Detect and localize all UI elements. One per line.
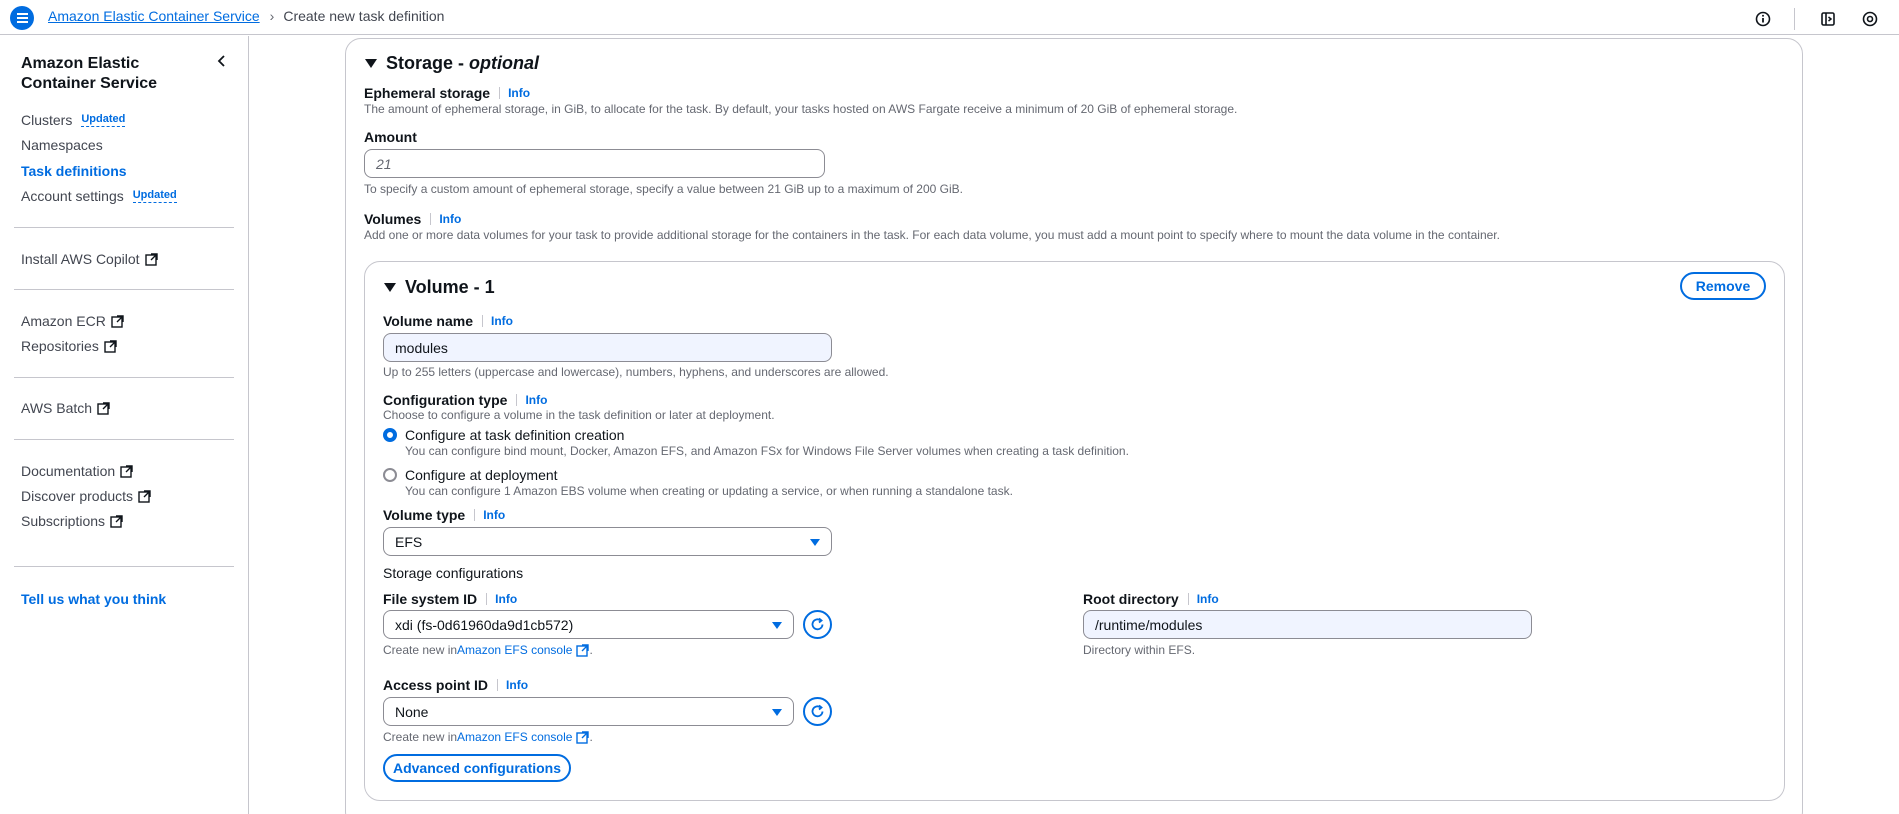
external-link-icon [97, 402, 110, 415]
side-panel-icon[interactable] [1819, 10, 1837, 28]
sidebar-item-clusters[interactable] [21, 112, 125, 128]
volume-header[interactable] [384, 277, 495, 298]
updated-badge: Updated [81, 113, 126, 125]
volume-type-select[interactable] [383, 527, 832, 556]
caret-down-icon [772, 622, 782, 629]
volume-name-hint: Up to 255 letters (uppercase and lowercase), numbers, hyphens, and underscores are allowed. [383, 365, 889, 379]
chevron-right-icon: › [269, 8, 275, 24]
external-link-icon [138, 490, 151, 503]
volume-name-input[interactable]: modules [383, 333, 832, 362]
external-link-icon [145, 253, 158, 266]
volume-type-label: Volume type Info [383, 507, 506, 523]
remove-volume-button[interactable]: Remove [1680, 272, 1766, 300]
breadcrumb-service-link[interactable]: Amazon Elastic Container Service [48, 8, 260, 24]
storage-configurations-heading: Storage configurations [383, 565, 524, 581]
refresh-icon [809, 616, 826, 633]
sidebar-item-install-copilot[interactable] [21, 251, 158, 267]
radio-label-task-definition-creation[interactable]: Configure at task definition creation [405, 427, 625, 443]
file-system-id-label: File system ID Info [383, 591, 518, 607]
external-link-icon [576, 644, 589, 657]
amount-hint: To specify a custom amount of ephemeral storage, specify a value between 21 GiB up to a maximum of 200 GiB. [364, 182, 963, 196]
external-link-icon [104, 340, 117, 353]
info-link[interactable]: Info [474, 509, 505, 521]
caret-down-icon [772, 709, 782, 716]
sidebar-item-label: Discover products [21, 488, 134, 504]
sidebar-item-label: Repositories [21, 338, 99, 354]
storage-header[interactable] [365, 53, 539, 74]
breadcrumb [48, 8, 444, 24]
refresh-access-points-button[interactable] [803, 697, 832, 726]
external-link-icon [111, 315, 124, 328]
close-sidebar-icon[interactable] [214, 53, 230, 69]
sidebar-item-label: Clusters [21, 112, 73, 128]
file-system-id-value: xdi (fs-0d61960da9d1cb572) [395, 616, 574, 633]
sidebar-divider [14, 566, 234, 567]
sidebar-item-label: AWS Batch [21, 400, 93, 416]
external-link-icon [576, 731, 589, 744]
create-new-efs-hint: Create new in Amazon EFS console . [383, 643, 593, 657]
sidebar-divider [14, 439, 234, 440]
storage-title: Storage - optional [386, 53, 540, 73]
info-link[interactable]: Info [497, 679, 528, 691]
sidebar-item-label: Install AWS Copilot [21, 251, 140, 267]
volume-title: Volume - 1 [405, 277, 495, 297]
ephemeral-storage-label: Ephemeral storage Info [364, 85, 531, 101]
efs-console-link[interactable]: Amazon EFS console [457, 730, 573, 744]
volumes-label: Volumes Info [364, 211, 462, 227]
sidebar-item-label: Task definitions [21, 163, 127, 179]
sidebar-item-account-settings[interactable] [21, 188, 177, 204]
sidebar-item-label: Namespaces [21, 137, 103, 153]
caret-down-icon [810, 539, 820, 546]
info-circle-icon[interactable] [1754, 10, 1772, 28]
radio-description-deployment: You can configure 1 Amazon EBS volume when creating or updating a service, or when running a standalone task. [405, 484, 1013, 498]
menu-icon[interactable] [10, 6, 34, 30]
access-point-id-label: Access point ID Info [383, 677, 529, 693]
sidebar-item-aws-batch[interactable] [21, 400, 110, 416]
refresh-file-systems-button[interactable] [803, 610, 832, 639]
breadcrumb-current: Create new task definition [283, 8, 445, 24]
sidebar-divider [14, 289, 234, 290]
updated-badge: Updated [132, 189, 177, 201]
info-link[interactable]: Info [482, 315, 513, 327]
info-link[interactable]: Info [1188, 593, 1219, 605]
root-directory-hint: Directory within EFS. [1083, 643, 1196, 657]
ephemeral-storage-description: The amount of ephemeral storage, in GiB, to allocate for the task. By default, your tasks hosted on AWS Fargate receive a minimum of 20 GiB of ephemeral storage. [364, 102, 1238, 116]
sidebar-item-label: Account settings [21, 188, 124, 204]
info-link[interactable]: Info [516, 394, 547, 406]
amount-input[interactable]: 21 [364, 149, 825, 178]
amount-label: Amount [364, 129, 417, 145]
volume-type-value: EFS [395, 533, 423, 550]
sidebar-item-label: Subscriptions [21, 513, 106, 529]
external-link-icon [110, 515, 123, 528]
external-link-icon [120, 465, 133, 478]
sidebar-item-discover-products[interactable] [21, 488, 151, 504]
radio-task-definition-creation[interactable] [383, 428, 397, 442]
sidebar-item-documentation[interactable] [21, 463, 133, 479]
top-tools [1730, 8, 1879, 30]
sidebar-divider [14, 227, 234, 228]
volumes-description: Add one or more data volumes for your task to provide additional storage for the containers in the task. For each data volume, you must add a mount point to specify where to mount the data volume in the container. [364, 228, 1500, 242]
configuration-type-description: Choose to configure a volume in the task definition or later at deployment. [383, 408, 775, 422]
sidebar-divider [14, 377, 234, 378]
access-point-id-select[interactable] [383, 697, 794, 726]
efs-console-link[interactable]: Amazon EFS console [457, 643, 573, 657]
sidebar-item-namespaces[interactable] [21, 137, 103, 153]
access-point-id-value: None [395, 703, 429, 720]
radio-deployment[interactable] [383, 468, 397, 482]
toolbar-divider [1794, 8, 1795, 30]
sidebar-title[interactable]: Amazon Elastic Container Service [21, 55, 158, 92]
sidebar-item-subscriptions[interactable] [21, 513, 123, 529]
info-link[interactable]: Info [430, 213, 461, 225]
info-link[interactable]: Info [486, 593, 517, 605]
side-navigation [0, 36, 249, 814]
sidebar-item-repositories[interactable] [21, 338, 117, 354]
top-navigation-bar [0, 0, 1899, 35]
sidebar-item-amazon-ecr[interactable] [21, 313, 124, 329]
configuration-type-label: Configuration type Info [383, 392, 548, 408]
radio-description-task-definition-creation: You can configure bind mount, Docker, Amazon EFS, and Amazon FSx for Windows File Server volumes when creating a task definition. [405, 444, 1129, 458]
caret-down-icon [384, 283, 396, 292]
caret-down-icon [365, 59, 377, 68]
refresh-icon [809, 703, 826, 720]
sidebar-item-label: Documentation [21, 463, 116, 479]
file-system-id-select[interactable] [383, 610, 794, 639]
root-directory-input[interactable]: /runtime/modules [1083, 610, 1532, 639]
volume-name-label: Volume name Info [383, 313, 513, 329]
sidebar-item-label: Amazon ECR [21, 313, 106, 329]
create-new-efs-hint-access-point: Create new in Amazon EFS console . [383, 730, 593, 744]
root-directory-label: Root directory Info [1083, 591, 1219, 607]
support-icon[interactable] [1861, 10, 1879, 28]
info-link[interactable]: Info [499, 87, 530, 99]
radio-label-deployment[interactable]: Configure at deployment [405, 467, 558, 483]
sidebar-item-task-definitions[interactable] [21, 163, 127, 179]
feedback-link[interactable]: Tell us what you think [21, 591, 167, 607]
advanced-configurations-button[interactable]: Advanced configurations [383, 754, 571, 782]
